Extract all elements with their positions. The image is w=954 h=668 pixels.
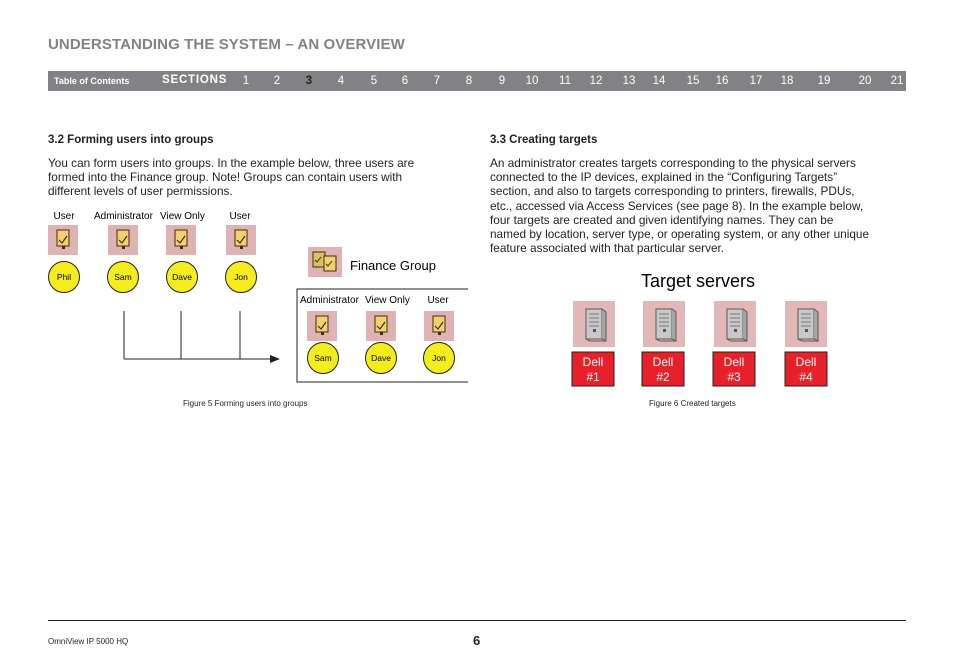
paragraph-line: connected to the IP devices, explained in the “Configuring Targets”	[490, 170, 838, 185]
creating-targets-paragraph	[490, 156, 869, 255]
target-id: #3	[727, 370, 741, 384]
section-link-9[interactable]: 9	[498, 75, 506, 87]
section-link-6[interactable]: 6	[401, 75, 409, 87]
target-servers-title: Target servers	[641, 271, 756, 291]
user-name: Sam	[314, 353, 332, 363]
target-name: Dell	[582, 355, 604, 369]
target-name: Dell	[795, 355, 817, 369]
target-name: Dell	[652, 355, 674, 369]
user-card-icon	[226, 225, 256, 255]
section-link-4[interactable]: 4	[337, 75, 345, 87]
role-label-user: User	[53, 211, 75, 222]
sections-label: SECTIONS	[162, 74, 228, 86]
group-member-sam	[308, 343, 339, 374]
paragraph-line: named by location, server type, or operating system, or any other unique	[490, 227, 870, 242]
target-dell-3[interactable]	[713, 352, 755, 386]
user-card-icon	[424, 311, 454, 341]
paragraph-line: formed into the Finance group. Note! Groups can contain users with	[48, 170, 403, 185]
paragraph-line: different levels of user permissions.	[48, 184, 233, 199]
group-role-label-view-only: View Only	[365, 295, 410, 306]
user-node-jon	[226, 262, 257, 293]
group-title: Finance Group	[350, 258, 436, 273]
section-link-10[interactable]: 10	[525, 75, 539, 87]
group-member-jon	[424, 343, 455, 374]
figure-target-servers	[560, 266, 840, 392]
paragraph-line: etc., accessed via Access Services (see page 8). In the example below,	[490, 198, 864, 213]
section-link-7[interactable]: 7	[433, 75, 441, 87]
section-link-15[interactable]: 15	[686, 75, 700, 87]
target-id: #4	[799, 370, 813, 384]
page-number: 6	[473, 633, 481, 648]
figure-forming-users	[44, 205, 468, 385]
heading-forming-groups: 3.2 Forming users into groups	[48, 134, 214, 146]
section-link-21[interactable]: 21	[890, 75, 904, 87]
user-name: Dave	[371, 353, 391, 363]
section-link-20[interactable]: 20	[858, 75, 872, 87]
section-link-13[interactable]: 13	[622, 75, 636, 87]
server-tower-icon	[643, 301, 685, 347]
section-link-18[interactable]: 18	[780, 75, 794, 87]
section-link-3[interactable]: 3	[305, 75, 313, 87]
section-link-14[interactable]: 14	[652, 75, 666, 87]
section-link-2[interactable]: 2	[273, 75, 281, 87]
arrow-right-icon	[270, 355, 280, 363]
paragraph-line: four targets are created and given identifying names. They can be	[490, 212, 834, 227]
heading-creating-targets: 3.3 Creating targets	[490, 134, 598, 146]
target-id: #2	[656, 370, 670, 384]
target-id: #1	[586, 370, 600, 384]
table-of-contents-link[interactable]: Table of Contents	[54, 76, 130, 86]
target-dell-1[interactable]	[572, 352, 614, 386]
server-tower-icon	[714, 301, 756, 347]
target-dell-2[interactable]	[642, 352, 684, 386]
section-link-16[interactable]: 16	[715, 75, 729, 87]
grouping-connector	[124, 311, 274, 359]
footer-divider	[48, 620, 906, 621]
user-name: Phil	[56, 272, 72, 282]
group-icon	[308, 247, 342, 277]
user-name: Jon	[234, 272, 248, 282]
paragraph-line: An administrator creates targets corresponding to the physical servers	[490, 156, 856, 170]
figure-5-caption: Figure 5 Forming users into groups	[183, 399, 308, 408]
role-label-administrator: Administrator	[94, 211, 153, 222]
figure-6-caption: Figure 6 Created targets	[649, 399, 736, 408]
group-member-dave	[366, 343, 397, 374]
forming-groups-paragraph	[48, 156, 414, 199]
server-tower-icon	[785, 301, 827, 347]
section-link-5[interactable]: 5	[370, 75, 378, 87]
section-link-19[interactable]: 19	[817, 75, 831, 87]
section-link-11[interactable]: 11	[559, 75, 571, 87]
section-link-12[interactable]: 12	[589, 75, 603, 87]
target-name: Dell	[723, 355, 745, 369]
section-title: UNDERSTANDING THE SYSTEM – AN OVERVIEW	[48, 36, 405, 53]
role-label-user: User	[229, 211, 251, 222]
paragraph-line: You can form users into groups. In the example below, three users are	[48, 156, 415, 170]
user-name: Dave	[172, 272, 192, 282]
paragraph-line: section, and also to targets corresponding to printers, firewalls, PDUs,	[490, 184, 855, 199]
section-nav-bar	[48, 71, 906, 91]
user-card-icon	[166, 225, 196, 255]
user-name: Jon	[432, 353, 446, 363]
user-node-dave	[167, 262, 198, 293]
user-card-icon	[108, 225, 138, 255]
footer-product-name: OmniView IP 5000 HQ	[48, 637, 129, 646]
user-name: Sam	[114, 272, 132, 282]
user-card-icon	[366, 311, 396, 341]
user-card-icon	[307, 311, 337, 341]
target-dell-4[interactable]	[785, 352, 827, 386]
section-link-17[interactable]: 17	[749, 75, 763, 87]
group-role-label-user: User	[427, 295, 449, 306]
section-link-1[interactable]: 1	[242, 75, 250, 87]
user-card-icon	[48, 225, 78, 255]
paragraph-line: feature associated with that particular server.	[490, 241, 725, 256]
role-label-view-only: View Only	[160, 211, 205, 222]
section-link-8[interactable]: 8	[465, 75, 473, 87]
group-role-label-administrator: Administrator	[300, 295, 359, 306]
user-node-phil	[49, 262, 80, 293]
server-tower-icon	[573, 301, 615, 347]
user-node-sam	[108, 262, 139, 293]
